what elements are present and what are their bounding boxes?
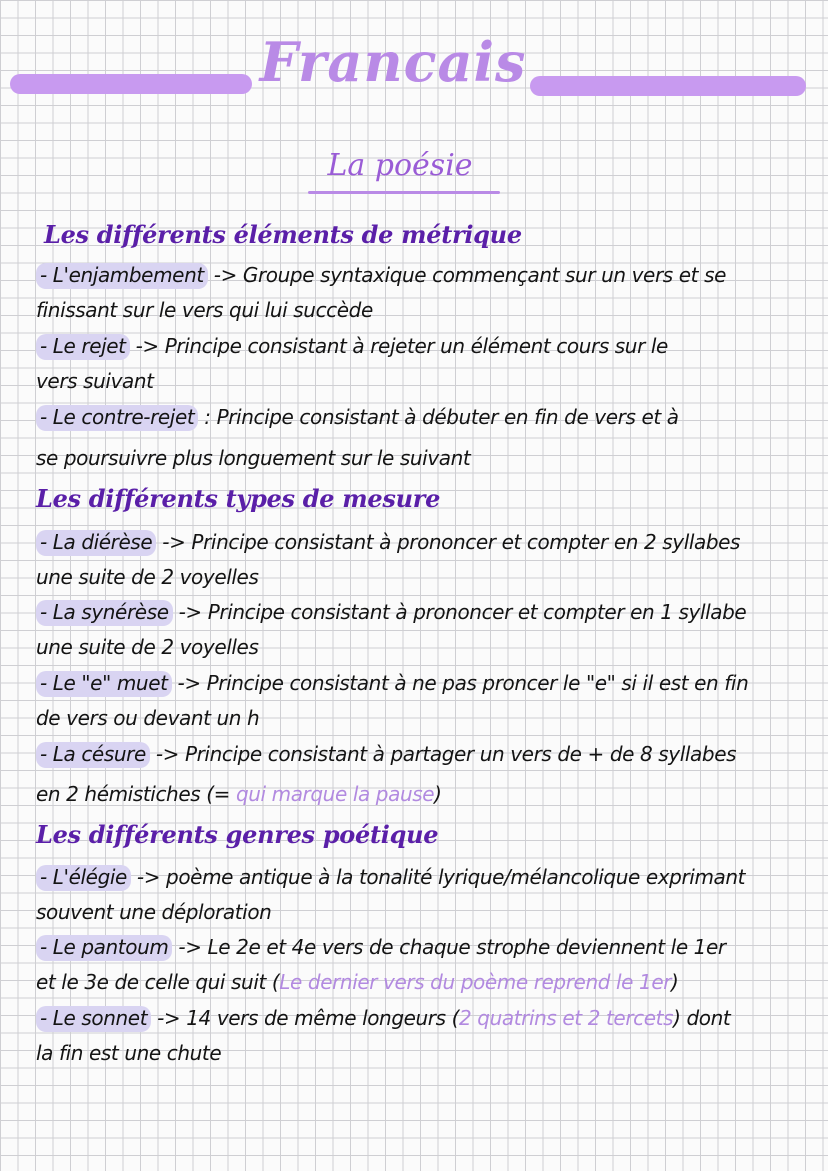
item-continuation: de vers ou devant un h <box>36 706 260 730</box>
list-item-dierese <box>36 530 740 554</box>
list-item-rejet <box>36 334 668 358</box>
item-text: : Principe consistant à débuter en fin de vers et à <box>198 405 679 429</box>
term-dierese: - La diérèse <box>36 530 156 556</box>
term-sonnet: - Le sonnet <box>36 1006 151 1032</box>
page-subtitle: La poésie <box>327 148 473 183</box>
item-text: -> Groupe syntaxique commençant sur un vers et se <box>207 263 726 287</box>
term-contre-rejet: - Le contre-rejet <box>36 405 198 431</box>
subtitle-underline <box>308 191 500 194</box>
section-heading-mesure: Les différents types de mesure <box>36 484 441 513</box>
item-continuation: une suite de 2 voyelles <box>36 635 259 659</box>
list-item-synerese <box>36 600 746 624</box>
list-item-contre-rejet <box>36 405 679 429</box>
list-item-sonnet <box>36 1006 730 1030</box>
page-title: Francais <box>259 30 527 94</box>
title-bar-left <box>10 74 252 94</box>
list-item-enjambement <box>36 263 726 287</box>
item-text: -> Principe consistant à rejeter un élément cours sur le <box>129 334 668 358</box>
item-text: -> Principe consistant à prononcer et compter en 1 syllabe <box>172 600 747 624</box>
term-enjambement: - L'enjambement <box>36 263 208 289</box>
term-elegie: - L'élégie <box>36 865 131 891</box>
item-continuation: souvent une déploration <box>36 900 272 924</box>
term-synerese: - La synérèse <box>36 600 173 626</box>
accent-note: 2 quatrins et 2 tercets <box>459 1006 674 1030</box>
item-text: -> poème antique à la tonalité lyrique/mélancolique exprimant <box>130 865 746 889</box>
term-pantoum: - Le pantoum <box>36 935 172 961</box>
item-text: et le 3e de celle qui suit ( <box>36 970 280 994</box>
list-item-cesure <box>36 742 736 766</box>
item-text: ) <box>671 970 679 994</box>
item-continuation: finissant sur le vers qui lui succède <box>36 298 373 322</box>
item-text: -> Principe consistant à ne pas proncer le "e" si il est en fin <box>171 671 749 695</box>
item-text: -> Principe consistant à partager un vers de + de 8 syllabes <box>149 742 737 766</box>
item-text: ) <box>434 782 442 806</box>
section-heading-genres: Les différents genres poétique <box>36 820 439 849</box>
item-text: en 2 hémistiches (= <box>36 782 236 806</box>
term-e-muet: - Le "e" muet <box>36 671 172 697</box>
accent-note: Le dernier vers du poème reprend le 1er <box>279 970 672 994</box>
section-heading-metrique: Les différents éléments de métrique <box>44 220 522 249</box>
item-continuation: la fin est une chute <box>36 1041 222 1065</box>
list-item-elegie <box>36 865 745 889</box>
accent-note: qui marque la pause <box>235 782 435 806</box>
item-continuation <box>36 782 442 806</box>
item-text: -> Principe consistant à prononcer et compter en 2 syllabes <box>156 530 741 554</box>
term-rejet: - Le rejet <box>36 334 130 360</box>
title-bar-right <box>530 76 806 96</box>
list-item-pantoum <box>36 935 726 959</box>
item-continuation: une suite de 2 voyelles <box>36 565 259 589</box>
item-text: -> 14 vers de même longeurs ( <box>151 1006 460 1030</box>
item-continuation: se poursuivre plus longuement sur le suivant <box>36 446 471 470</box>
item-text: ) dont <box>673 1006 731 1030</box>
item-continuation: vers suivant <box>36 369 154 393</box>
term-cesure: - La césure <box>36 742 150 768</box>
item-continuation <box>36 970 678 994</box>
list-item-e-muet <box>36 671 748 695</box>
item-text: -> Le 2e et 4e vers de chaque strophe deviennent le 1er <box>172 935 726 959</box>
